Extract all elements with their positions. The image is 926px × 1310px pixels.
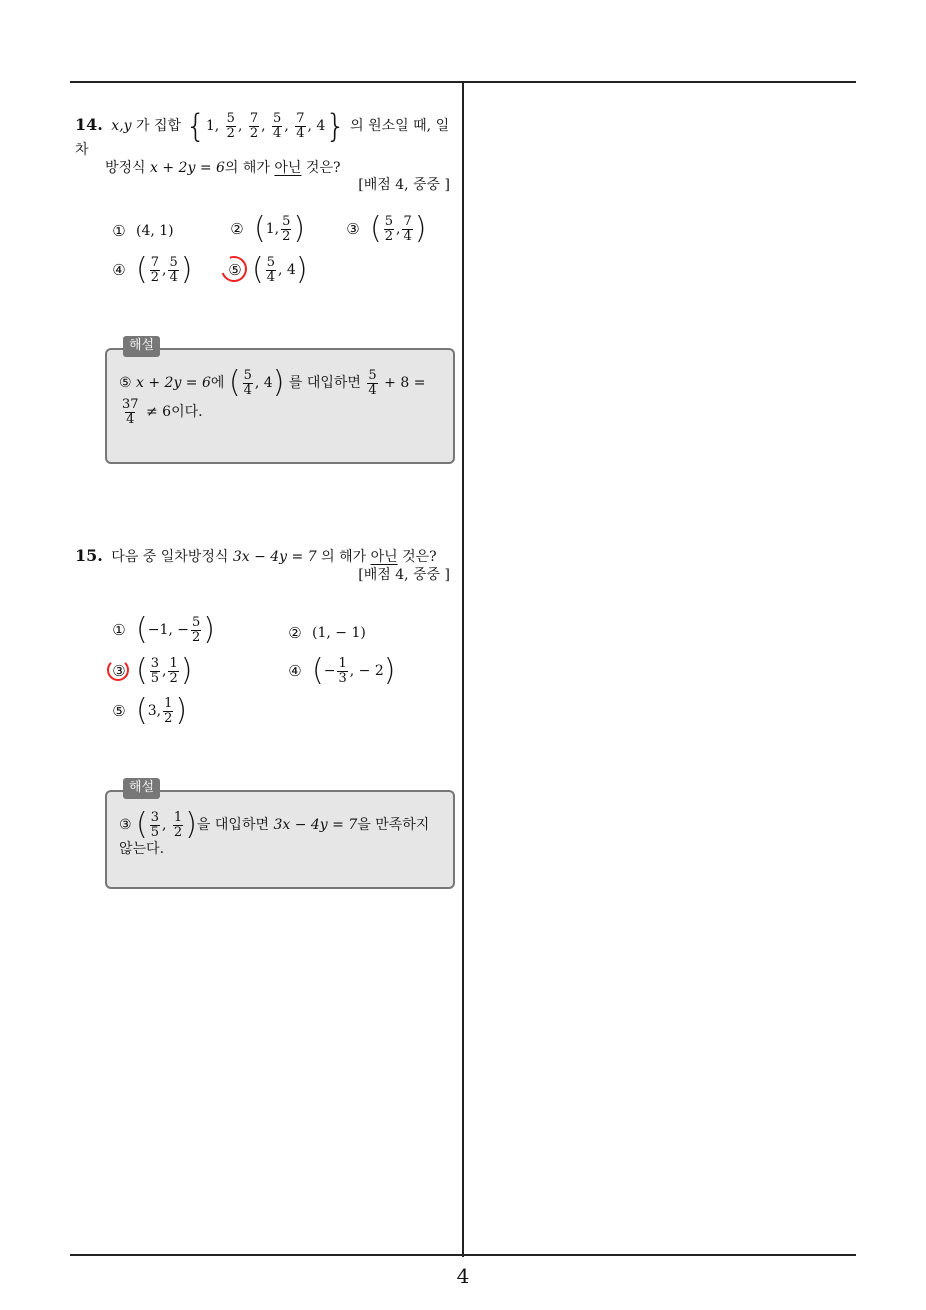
q14-choice-1-value: (4, 1): [136, 223, 174, 239]
q15-choice-4-post: , − 2: [349, 663, 384, 679]
q15-underline: 아닌: [370, 549, 398, 565]
q15-equation: 3x − 4y = 7: [232, 549, 317, 565]
q15-solution-tag: 해설: [123, 778, 160, 799]
q15-choice-5-frac: $\frac{1}{2}$: [164, 695, 173, 726]
red-circle-mark: [217, 252, 252, 287]
q14-solution-line-2: [119, 398, 443, 426]
q14-text-b: 의 원소일 때, 일차: [75, 118, 450, 158]
q15-solution-frac-2: $\frac{1}{2}$: [173, 809, 183, 840]
q15-solution-t1: 을 대입하면: [196, 817, 269, 833]
q15-solution-box: [105, 780, 455, 889]
choice-number-5: ⑤: [112, 702, 126, 720]
q15-choice-1-frac: $\frac{5}{2}$: [192, 614, 201, 645]
q14-choice-3-frac-1: $\frac{5}{2}$: [384, 213, 393, 244]
q15-solution-line-1: ③ ( $\frac{3}{5}$ , $\frac{1}{2}$ )을 대입하면 3x − 4y = 7을 만족하지: [119, 807, 430, 842]
choice-number-4: ④: [112, 261, 126, 279]
q15-choice-4-pre: −: [323, 663, 336, 679]
q14-solution-t2: 를 대입하면: [288, 375, 361, 391]
bottom-rule: [70, 1254, 856, 1256]
q14-set-close: }: [325, 107, 346, 145]
choice-number-5: ⑤: [226, 261, 244, 279]
q14-solution-pair-val: 4: [263, 375, 273, 391]
q14-solution-t3: + 8 =: [384, 375, 426, 391]
q14-solution-t5: 이다.: [171, 404, 203, 421]
q15-solution-eq: 3x − 4y = 7: [273, 817, 358, 833]
q14-choice-5-frac: $\frac{5}{4}$: [266, 254, 275, 285]
q14-choice-1[interactable]: [110, 222, 174, 240]
q14-line-1: 14. x,y 가 집합 {1, $\frac{5}{2}$ , $\frac{7}{2}$ , $\frac{5}{4}$ , $\frac{7}{4}$ , 4} 의 원소일 때, 일차: [75, 107, 450, 158]
q14-solution-pair-frac: $\frac{5}{4}$: [243, 367, 252, 398]
q14-choice-2-pre: 1,: [265, 221, 280, 237]
q15-choice-3-frac-2: $\frac{1}{2}$: [169, 655, 178, 686]
column-divider: [462, 82, 464, 1257]
q14-line2-c: 것은?: [305, 159, 341, 176]
q14-score: [배점 4, 중중 ]: [358, 177, 450, 193]
q14-number: 14.: [75, 115, 103, 134]
q15-choice-3-frac-1: $\frac{3}{5}$: [150, 655, 159, 686]
q15-number: 15.: [75, 546, 103, 565]
choice-number-3: ③: [346, 220, 360, 238]
page-number: 4: [456, 1264, 470, 1288]
q15-line-1: [75, 546, 458, 567]
choice-number-4: ④: [288, 662, 302, 680]
q15-choice-3[interactable]: ③ ( $\frac{3}{5}$ , $\frac{1}{2}$ ): [110, 656, 192, 686]
q14-solution-body: [107, 350, 453, 436]
q14-choice-5[interactable]: ⑤ ( $\frac{5}{4}$ , 4 ): [226, 255, 308, 285]
q14-line-2: [75, 160, 458, 178]
q14-choice-4[interactable]: ④ ( $\frac{7}{2}$ , $\frac{5}{4}$ ): [110, 255, 192, 285]
q15-choice-4-frac: $\frac{1}{3}$: [338, 655, 347, 686]
q14-choice-2[interactable]: ② ( 1, $\frac{5}{2}$ ): [228, 214, 305, 244]
q14-choice-3[interactable]: ③ ( $\frac{5}{2}$ , $\frac{7}{4}$ ): [344, 214, 426, 244]
question-15: [75, 546, 458, 584]
q15-solution-mark: ③: [119, 817, 132, 833]
question-14: [75, 107, 458, 195]
choice-number-1: ①: [112, 621, 126, 639]
q14-line2-b: 의 해가: [224, 159, 270, 176]
q14-solution-result: $\frac{37}{4}$: [122, 397, 139, 427]
q15-choice-4[interactable]: ④ ( − $\frac{1}{3}$ , − 2 ): [286, 656, 395, 686]
choice-number-1: ①: [112, 222, 126, 240]
q14-set-frac-2: $\frac{7}{2}$: [249, 110, 259, 141]
q14-vars: x,y: [111, 118, 132, 134]
q14-solution-t4: ≠ 6: [146, 404, 172, 421]
q14-choice-4-frac-1: $\frac{7}{2}$: [150, 254, 159, 285]
q14-line2-a: 방정식: [105, 159, 146, 176]
q15-choice-2[interactable]: [286, 624, 366, 642]
q14-set-1: 1,: [205, 118, 220, 134]
q14-solution-eq: x + 2y = 6: [136, 375, 211, 391]
q14-set-open: {: [185, 107, 206, 145]
q15-choice-5-pre: 3,: [147, 703, 162, 719]
q14-equation: x + 2y = 6: [150, 159, 225, 176]
q15-text-a: 다음 중 일차방정식: [111, 549, 229, 565]
choice-number-3: ③: [110, 662, 128, 680]
q15-text-b: 의 해가: [321, 549, 367, 565]
red-circle-mark: [107, 659, 129, 681]
q14-choice-2-frac: $\frac{5}{2}$: [282, 213, 291, 244]
q15-solution-t2: 을 만족하지: [357, 817, 430, 833]
q15-choice-5[interactable]: ⑤ ( 3, $\frac{1}{2}$ ): [110, 696, 187, 726]
q14-text-a: 가 집합: [136, 118, 182, 134]
q14-set-frac-4: $\frac{7}{4}$: [296, 110, 305, 141]
q14-set-frac-3: $\frac{5}{4}$: [273, 110, 282, 141]
q14-solution-mark: ⑤: [119, 375, 132, 391]
q14-underline: 아닌: [274, 159, 302, 176]
q15-text-c: 것은?: [402, 549, 437, 565]
q14-solution-frac: $\frac{5}{4}$: [368, 367, 377, 398]
q14-choice-3-frac-2: $\frac{7}{4}$: [403, 213, 412, 244]
q14-solution-box: [105, 338, 455, 464]
q14-set-last: 4: [316, 118, 326, 134]
q15-solution-line-2: 않는다.: [119, 841, 165, 857]
q14-solution-tag: 해설: [123, 336, 160, 357]
q14-choice-4-frac-2: $\frac{5}{4}$: [169, 254, 178, 285]
choice-number-2: ②: [230, 220, 244, 238]
q14-solution-line-1: ⑤ x + 2y = 6에 ( $\frac{5}{4}$ , 4) 를 대입하면 $\frac{5}{4}$ + 8 =: [119, 365, 426, 400]
q15-choice-1[interactable]: ① ( −1, − $\frac{5}{2}$ ): [110, 615, 215, 645]
q14-set-frac-1: $\frac{5}{2}$: [226, 110, 235, 141]
choice-number-2: ②: [288, 624, 302, 642]
q15-choice-1-pre: −1, −: [147, 622, 189, 638]
q15-score: [배점 4, 중중 ]: [358, 566, 450, 583]
q14-solution-t1: 에: [210, 375, 225, 391]
q15-choice-2-value: (1, − 1): [312, 625, 366, 641]
q14-choice-5-post: 4: [286, 262, 296, 278]
q15-solution-body: [107, 792, 453, 868]
q15-solution-frac-1: $\frac{3}{5}$: [150, 809, 160, 840]
